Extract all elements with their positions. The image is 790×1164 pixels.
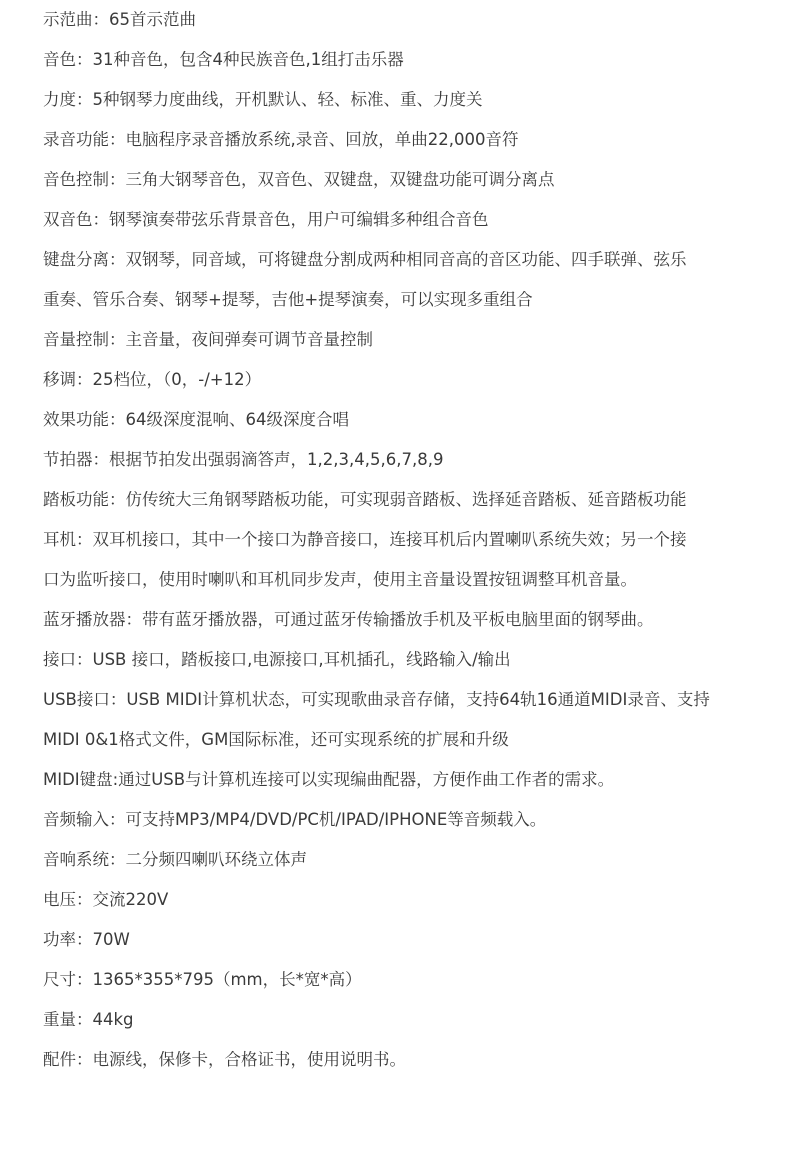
spec-headphones: 耳机：双耳机接口，其中一个接口为静音接口，连接耳机后内置喇叭系统失效；另一个接: [43, 530, 687, 549]
spec-effects: 效果功能：64级深度混响、64级深度合唱: [43, 410, 349, 429]
spec-bluetooth: 蓝牙播放器：带有蓝牙播放器，可通过蓝牙传输播放手机及平板电脑里面的钢琴曲。: [43, 610, 654, 629]
spec-touch: 力度：5种钢琴力度曲线，开机默认、轻、标准、重、力度关: [43, 90, 483, 109]
spec-weight: 重量：44kg: [43, 1010, 134, 1029]
spec-transpose: 移调：25档位，（0，-/+12）: [43, 370, 262, 389]
spec-usb: USB接口：USB MIDI计算机状态，可实现歌曲录音存储，支持64轨16通道MIDI录音、支持: [43, 690, 710, 709]
spec-headphones-cont: 口为监听接口，使用时喇叭和耳机同步发声，使用主音量设置按钮调整耳机音量。: [43, 570, 637, 589]
spec-keyboard-split: 键盘分离：双钢琴，同音域，可将键盘分割成两种相同音高的音区功能、四手联弹、弦乐: [43, 250, 687, 269]
spec-dual-tone: 双音色：钢琴演奏带弦乐背景音色，用户可编辑多种组合音色: [43, 210, 489, 229]
spec-ports: 接口：USB 接口，踏板接口,电源接口,耳机插孔，线路输入/输出: [43, 650, 511, 669]
spec-recording: 录音功能：电脑程序录音播放系统,录音、回放，单曲22,000音符: [43, 130, 519, 149]
spec-accessories: 配件：电源线，保修卡，合格证书，使用说明书。: [43, 1050, 406, 1069]
spec-volume-control: 音量控制：主音量，夜间弹奏可调节音量控制: [43, 330, 373, 349]
spec-keyboard-split-cont: 重奏、管乐合奏、钢琴+提琴，吉他+提琴演奏，可以实现多重组合: [43, 290, 533, 309]
spec-usb-cont: MIDI 0&1格式文件，GM国际标准，还可实现系统的扩展和升级: [43, 730, 509, 749]
spec-midi-keyboard: MIDI键盘:通过USB与计算机连接可以实现编曲配器，方便作曲工作者的需求。: [43, 770, 615, 789]
spec-sound-system: 音响系统：二分频四喇叭环绕立体声: [43, 850, 307, 869]
spec-power: 功率：70W: [43, 930, 130, 949]
spec-dimensions: 尺寸：1365*355*795（mm，长*宽*高）: [43, 970, 362, 989]
spec-pedals: 踏板功能：仿传统大三角钢琴踏板功能，可实现弱音踏板、选择延音踏板、延音踏板功能: [43, 490, 687, 509]
spec-voltage: 电压：交流220V: [43, 890, 169, 909]
spec-audio-input: 音频输入：可支持MP3/MP4/DVD/PC机/IPAD/IPHONE等音频载入。: [43, 810, 547, 829]
spec-demo-songs: 示范曲：65首示范曲: [43, 10, 196, 29]
spec-list: [43, 5, 763, 1085]
spec-metronome: 节拍器：根据节拍发出强弱滴答声，1,2,3,4,5,6,7,8,9: [43, 450, 444, 469]
spec-tones: 音色：31种音色，包含4种民族音色,1组打击乐器: [43, 50, 404, 69]
spec-tone-control: 音色控制：三角大钢琴音色，双音色、双键盘，双键盘功能可调分离点: [43, 170, 555, 189]
